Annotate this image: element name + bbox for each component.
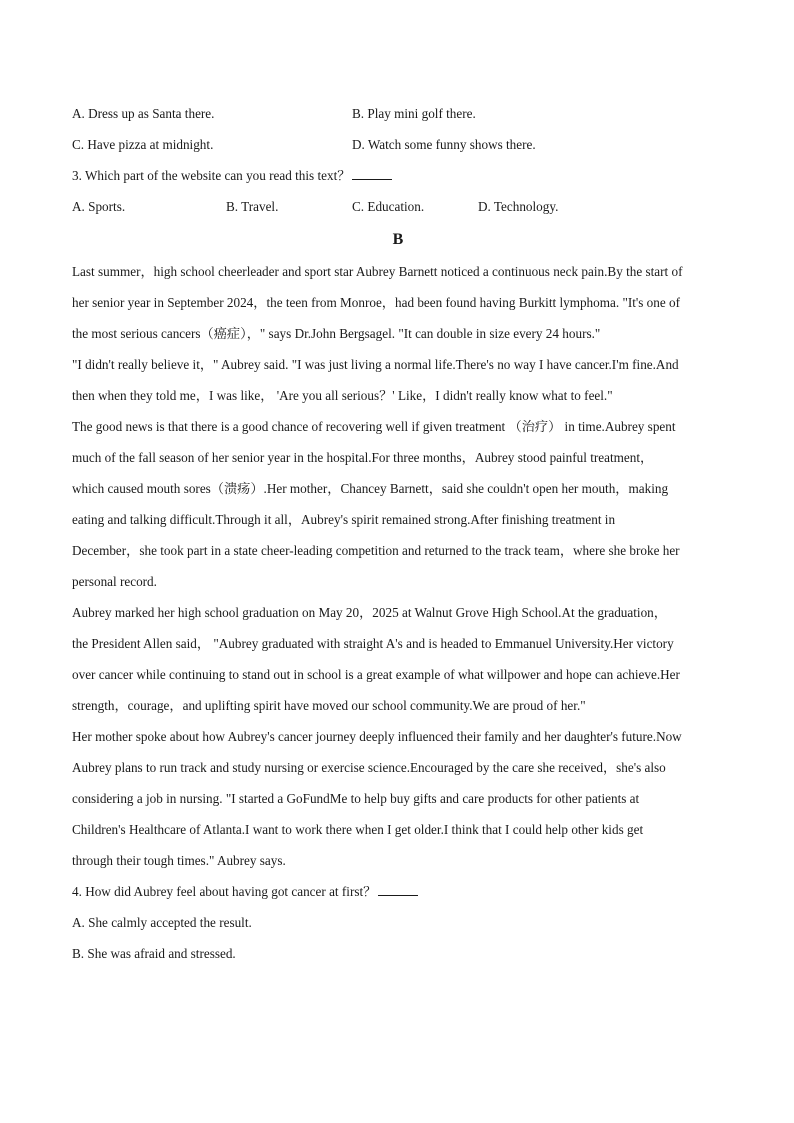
passage-paragraph — [72, 256, 724, 349]
q4-answer-blank[interactable] — [378, 883, 418, 896]
passage-line: Last summer，high school cheerleader and sport star Aubrey Barnett noticed a continuous neck pain.By the start of — [72, 264, 683, 279]
passage-paragraph — [72, 597, 724, 721]
passage-line: the President Allen said， "Aubrey graduated with straight A's and is headed to Emmanuel University.Her victory — [72, 636, 674, 651]
passage-paragraph — [72, 721, 724, 876]
q3-answer-blank[interactable] — [352, 167, 392, 180]
passage-line: December，she took part in a state cheer-leading competition and returned to the track team，where she broke her — [72, 543, 680, 558]
q3-option-a[interactable]: A. Sports. — [72, 199, 126, 214]
passage-line: personal record. — [72, 574, 157, 589]
q2-options-row-1 — [72, 98, 724, 129]
q2-option-c[interactable]: C. Have pizza at midnight. — [72, 137, 214, 152]
passage-line: strength，courage，and uplifting spirit have moved our school community.We are proud of her." — [72, 698, 586, 713]
passage-line: her senior year in September 2024，the teen from Monroe，had been found having Burkitt lymphoma. "It's one of — [72, 295, 681, 310]
q3-option-b[interactable]: B. Travel. — [226, 199, 279, 214]
passage-line: considering a job in nursing. "I started a GoFundMe to help buy gifts and care products for other patients at — [72, 791, 640, 806]
passage-line: Aubrey plans to run track and study nursing or exercise science.Encouraged by the care she received，she's also — [72, 760, 666, 775]
q3-option-d[interactable]: D. Technology. — [478, 199, 559, 214]
q3-option-c[interactable]: C. Education. — [352, 199, 425, 214]
passage-line: through their tough times." Aubrey says. — [72, 853, 286, 868]
q4-stem-text: 4. How did Aubrey feel about having got cancer at first？ — [72, 884, 377, 899]
passage-line: Aubrey marked her high school graduation on May 20，2025 at Walnut Grove High School.At the graduation， — [72, 605, 667, 620]
passage-b — [72, 256, 724, 876]
q3-stem — [72, 160, 724, 191]
passage-line: Children's Healthcare of Atlanta.I want to work there when I get older.I think that I could help other kids get — [72, 822, 644, 837]
passage-line: "I didn't really believe it，" Aubrey said. "I was just living a normal life.There's no way I have cancer.I'm fine.And — [72, 357, 679, 372]
passage-line: Her mother spoke about how Aubrey's cancer journey deeply influenced their family and her daughter's future.Now — [72, 729, 682, 744]
section-b-title: B — [392, 231, 404, 248]
document-page — [72, 98, 724, 969]
q2-option-d[interactable]: D. Watch some funny shows there. — [352, 137, 536, 152]
q4-option-a[interactable]: A. She calmly accepted the result. — [72, 915, 252, 930]
q3-options-row — [72, 191, 724, 222]
passage-paragraph — [72, 349, 724, 411]
q2-option-a[interactable]: A. Dress up as Santa there. — [72, 106, 215, 121]
q4-option-b[interactable]: B. She was afraid and stressed. — [72, 946, 236, 961]
passage-paragraph — [72, 411, 724, 597]
passage-line: then when they told me，I was like， 'Are you all serious？' Like，I didn't really know what to feel." — [72, 388, 613, 403]
q2-option-b[interactable]: B. Play mini golf there. — [352, 106, 476, 121]
passage-line: eating and talking difficult.Through it all，Aubrey's spirit remained strong.After finishing treatment in — [72, 512, 616, 527]
passage-line: The good news is that there is a good chance of recovering well if given treatment （治疗） in time.Aubrey spent — [72, 419, 676, 434]
q3-stem-text: 3. Which part of the website can you read this text？ — [72, 168, 351, 183]
passage-line: which caused mouth sores（溃疡）.Her mother，Chancey Barnett，said she couldn't open her mouth，making — [72, 481, 669, 496]
q4-stem — [72, 876, 724, 907]
passage-line: over cancer while continuing to stand out in school is a great example of what willpower and hope can achieve.Her — [72, 667, 680, 682]
passage-line: much of the fall season of her senior year in the hospital.For three months，Aubrey stood painful treatment， — [72, 450, 654, 465]
passage-line: the most serious cancers（癌症），" says Dr.John Bergsagel. "It can double in size every 24 hours." — [72, 326, 601, 341]
q2-options-row-2 — [72, 129, 724, 160]
